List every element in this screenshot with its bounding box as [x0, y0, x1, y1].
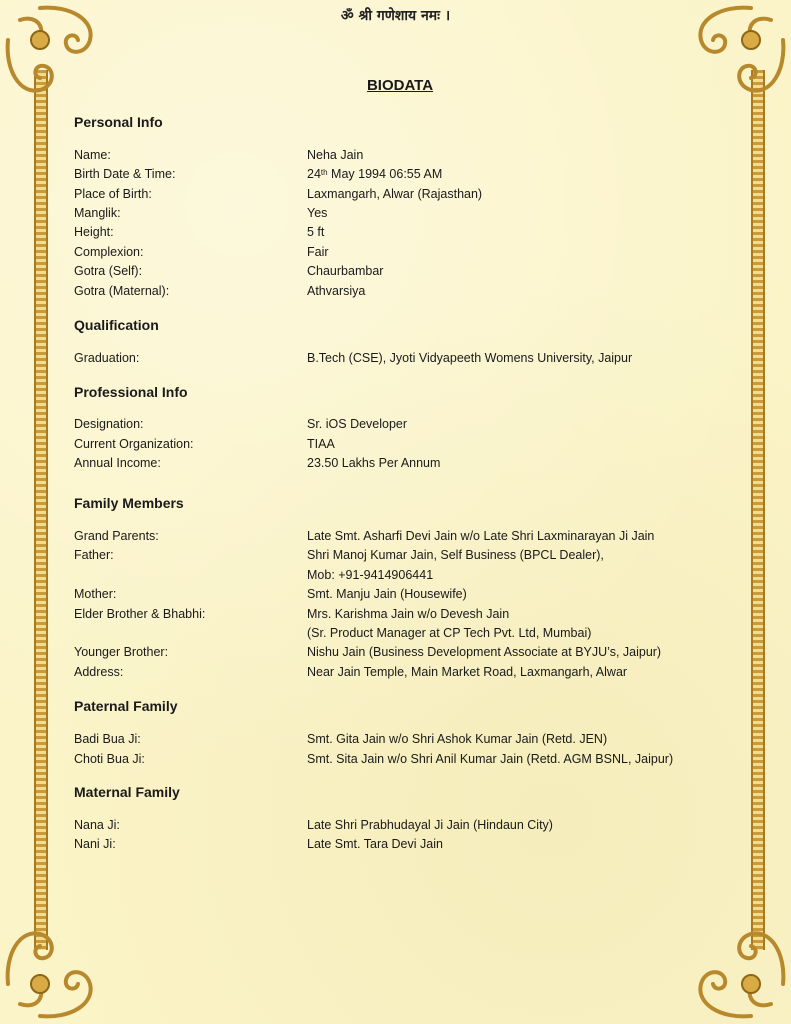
invocation-text: ॐ श्री गणेशाय नमः ।	[340, 8, 451, 24]
label-place: Place of Birth:	[74, 187, 152, 201]
page-title: BIODATA	[366, 77, 434, 94]
label-name: Name:	[74, 148, 111, 162]
value-gotra-self: Chaurbambar	[307, 264, 384, 278]
label-nana: Nana Ji:	[74, 818, 120, 832]
section-professional-info: Professional Info	[74, 384, 188, 400]
value-organization: TIAA	[307, 437, 335, 451]
value-badi-bua: Smt. Gita Jain w/o Shri Ashok Kumar Jain (Retd. JEN)	[307, 732, 608, 746]
label-elder-brother: Elder Brother & Bhabhi:	[74, 607, 206, 621]
label-mother: Mother:	[74, 587, 117, 601]
value-complexion: Fair	[307, 245, 329, 259]
value-designation: Sr. iOS Developer	[307, 417, 408, 431]
value-place: Laxmangarh, Alwar (Rajasthan)	[307, 187, 483, 201]
label-birth: Birth Date & Time:	[74, 167, 176, 181]
label-badi-bua: Badi Bua Ji:	[74, 732, 141, 746]
label-grandparents: Grand Parents:	[74, 529, 159, 543]
value-elder-brother-work: (Sr. Product Manager at CP Tech Pvt. Ltd, Mumbai)	[307, 626, 592, 640]
label-address: Address:	[74, 665, 124, 679]
left-border	[34, 70, 48, 950]
value-name: Neha Jain	[307, 148, 364, 162]
value-address: Near Jain Temple, Main Market Road, Laxmangarh, Alwar	[307, 665, 628, 679]
label-height: Height:	[74, 225, 114, 239]
value-elder-brother: Mrs. Karishma Jain w/o Devesh Jain	[307, 607, 510, 621]
value-father-mobile: Mob: +91-9414906441	[307, 568, 434, 582]
label-gotra-self: Gotra (Self):	[74, 264, 143, 278]
value-nani: Late Smt. Tara Devi Jain	[307, 837, 443, 851]
value-younger-brother: Nishu Jain (Business Development Associate at BYJU’s, Jaipur)	[307, 645, 662, 659]
value-manglik: Yes	[307, 206, 328, 220]
section-personal-info: Personal Info	[74, 114, 163, 130]
value-birth: 24th May 1994 06:55 AM	[307, 167, 443, 181]
section-paternal-family: Paternal Family	[74, 698, 178, 714]
section-maternal-family: Maternal Family	[74, 784, 180, 800]
label-manglik: Manglik:	[74, 206, 121, 220]
value-father: Shri Manoj Kumar Jain, Self Business (BPCL Dealer),	[307, 548, 604, 562]
section-qualification: Qualification	[74, 317, 159, 333]
value-mother: Smt. Manju Jain (Housewife)	[307, 587, 467, 601]
label-income: Annual Income:	[74, 456, 161, 470]
value-height: 5 ft	[307, 225, 325, 239]
label-younger-brother: Younger Brother:	[74, 645, 169, 659]
value-graduation: B.Tech (CSE), Jyoti Vidyapeeth Womens University, Jaipur	[307, 351, 633, 365]
value-grandparents: Late Smt. Asharfi Devi Jain w/o Late Shri Laxminarayan Ji Jain	[307, 529, 655, 543]
section-family-members: Family Members	[74, 495, 184, 511]
label-nani: Nani Ji:	[74, 837, 116, 851]
right-border	[751, 70, 765, 950]
label-father: Father:	[74, 548, 114, 562]
label-complexion: Complexion:	[74, 245, 144, 259]
value-nana: Late Shri Prabhudayal Ji Jain (Hindaun City)	[307, 818, 553, 832]
label-organization: Current Organization:	[74, 437, 194, 451]
label-gotra-maternal: Gotra (Maternal):	[74, 284, 170, 298]
value-gotra-maternal: Athvarsiya	[307, 284, 366, 298]
value-choti-bua: Smt. Sita Jain w/o Shri Anil Kumar Jain (Retd. AGM BSNL, Jaipur)	[307, 752, 674, 766]
label-designation: Designation:	[74, 417, 144, 431]
value-income: 23.50 Lakhs Per Annum	[307, 456, 441, 470]
ornamental-scroll-icon	[681, 914, 791, 1024]
label-graduation: Graduation:	[74, 351, 140, 365]
ornamental-scroll-icon	[0, 914, 110, 1024]
label-choti-bua: Choti Bua Ji:	[74, 752, 145, 766]
